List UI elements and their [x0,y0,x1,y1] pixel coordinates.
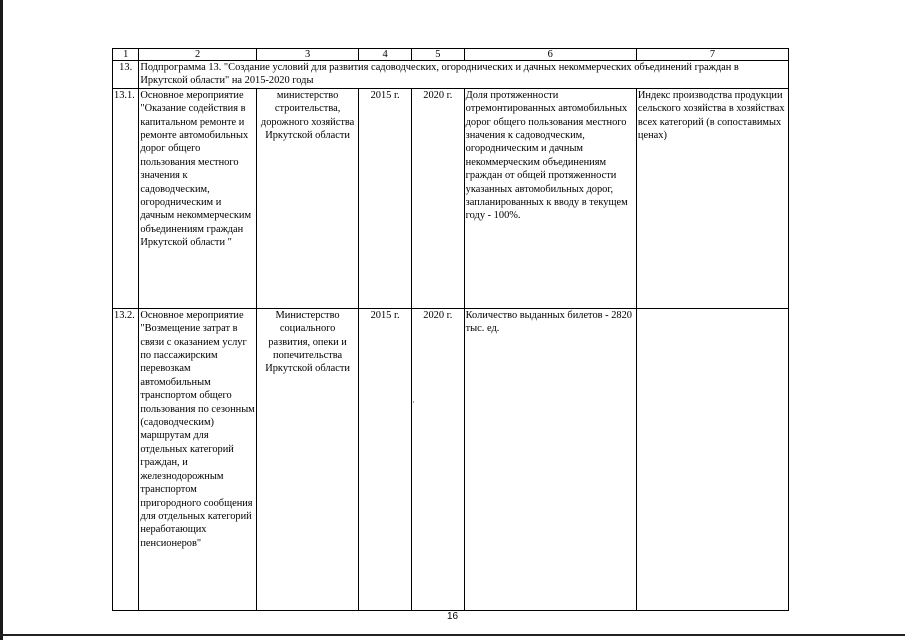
scan-edge-left [0,0,3,640]
target-indicator: Индекс производства продукции сельского хозяйства в хозяйствах всех категорий (в сопоставимых ценах) [636,88,788,308]
subprogram-row [113,61,789,89]
row-number: 13.1. [113,88,139,308]
page-number: 16 [446,611,459,622]
column-number: 1 [113,49,139,61]
table-row [113,88,789,308]
subprogram-title: Подпрограмма 13. "Создание условий для развития садоводческих, огороднических и дачных некоммерческих объединений граждан в Иркутской области" на 2015-2020 годы [139,61,789,89]
column-number: 7 [636,49,788,61]
start-year: 2015 г. [359,308,412,610]
result-indicator: Доля протяженности отремонтированных автомобильных дорог общего пользования местного значения к садоводческим, огородническим и дачным некоммерческим объединениям граждан от общей протяженности указанных автомобильных дорог, запланированных к вводу в текущем году - 100%. [464,88,636,308]
column-number: 3 [256,49,358,61]
scan-edge-bottom [0,634,905,636]
end-year: 2020 г. [411,308,464,610]
subprogram-number: 13. [113,61,139,89]
row-number: 13.2. [113,308,139,610]
end-year: 2020 г. [411,88,464,308]
table-row [113,308,789,610]
start-year: 2015 г. [359,88,412,308]
column-number-row [113,49,789,61]
result-indicator: Количество выданных билетов - 2820 тыс. ед. [464,308,636,610]
executor: Министерство социального развития, опеки и попечительства Иркутской области [256,308,358,610]
scan-speck [413,401,414,403]
column-number: 6 [464,49,636,61]
program-table [112,48,789,611]
column-number: 2 [139,49,257,61]
column-number: 4 [359,49,412,61]
target-indicator [636,308,788,610]
executor: министерство строительства, дорожного хозяйства Иркутской области [256,88,358,308]
measure-name: Основное мероприятие "Оказание содействия в капитальном ремонте и ремонте автомобильных дорог общего пользования местного значения к садоводческим, огородническим и дачным некоммерческим объединениям граждан Иркутской области " [139,88,257,308]
column-number: 5 [411,49,464,61]
measure-name: Основное мероприятие "Возмещение затрат в связи с оказанием услуг по пассажирским перевозкам автомобильным транспортом общего пользования по сезонным (садоводческим) маршрутам для отдельных категорий граждан, и железнодорожным транспортом пригородного сообщения для отдельных категорий неработающих пенсионеров" [139,308,257,610]
